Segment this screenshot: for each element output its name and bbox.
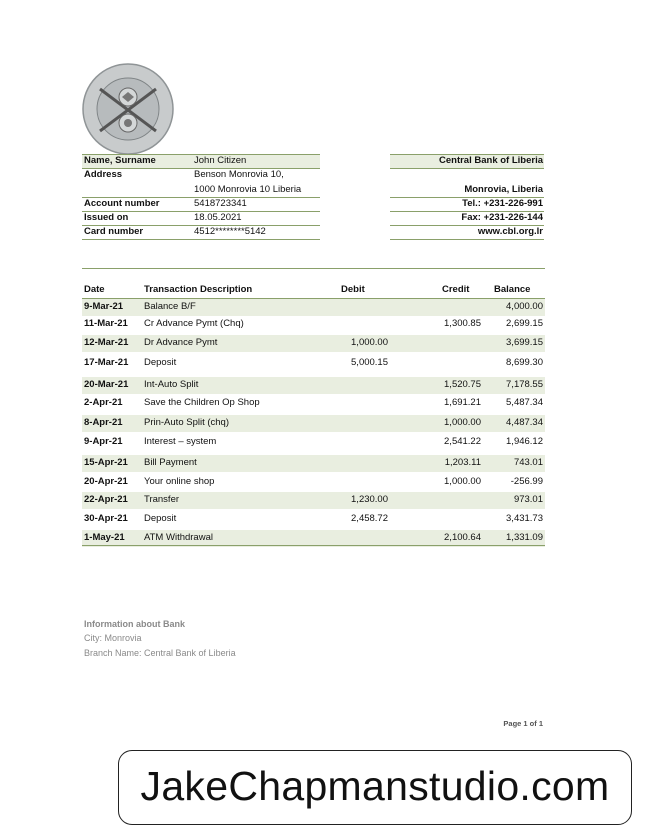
tx-credit — [420, 355, 481, 371]
tx-debit — [320, 377, 388, 393]
tx-balance: 7,178.55 — [506, 379, 543, 390]
tx-debit — [320, 395, 388, 411]
card-number: 4512********5142 — [194, 226, 266, 237]
tx-debit — [320, 474, 388, 490]
tx-debit — [320, 299, 388, 315]
tx-date: 8-Apr-21 — [84, 417, 123, 428]
address-line2: 1000 Monrovia 10 Liberia — [194, 184, 302, 195]
tx-credit: 1,000.00 — [444, 476, 481, 487]
tx-date: 30-Apr-21 — [84, 513, 128, 524]
tx-date: 12-Mar-21 — [84, 337, 129, 348]
tx-date: 17-Mar-21 — [84, 357, 129, 368]
tx-credit — [420, 511, 481, 527]
tx-balance: 5,487.34 — [506, 397, 543, 408]
page-number: Page 1 of 1 — [503, 719, 543, 728]
tx-credit: 1,520.75 — [444, 379, 481, 390]
info-city: City: Monrovia — [84, 633, 142, 643]
tx-balance: 3,431.73 — [506, 513, 543, 524]
customer-name: John Citizen — [194, 155, 247, 166]
tx-credit — [420, 335, 481, 351]
tx-date: 9-Mar-21 — [84, 301, 124, 312]
tx-debit — [320, 316, 388, 332]
tx-date: 2-Apr-21 — [84, 397, 123, 408]
tx-credit: 1,203.11 — [444, 457, 481, 468]
tx-debit: 5,000.15 — [351, 357, 388, 368]
header-debit: Debit — [341, 284, 365, 295]
tx-debit — [320, 530, 388, 546]
tx-balance: 1,331.09 — [506, 532, 543, 543]
tx-date: 20-Mar-21 — [84, 379, 129, 390]
tx-debit — [320, 415, 388, 431]
tx-credit: 2,100.64 — [444, 532, 481, 543]
tx-credit — [420, 492, 481, 508]
bank-name: Central Bank of Liberia — [439, 155, 543, 166]
tx-description: Int-Auto Split — [144, 379, 199, 390]
info-title: Information about Bank — [84, 619, 185, 629]
tx-credit — [420, 299, 481, 315]
tx-description: Save the Children Op Shop — [144, 397, 260, 408]
tx-description: Your online shop — [144, 476, 215, 487]
tx-debit: 1,000.00 — [351, 337, 388, 348]
tx-date: 20-Apr-21 — [84, 476, 128, 487]
tx-balance: 973.01 — [513, 494, 543, 505]
header-balance: Balance — [494, 284, 531, 295]
tx-balance: 4,000.00 — [506, 301, 543, 312]
tx-balance: 3,699.15 — [506, 337, 543, 348]
watermark-banner — [118, 750, 632, 825]
account-number: 5418723341 — [194, 198, 247, 209]
card-label: Card number — [84, 226, 144, 237]
tx-description: Balance B/F — [144, 301, 196, 312]
tx-balance: 743.01 — [513, 457, 543, 468]
bank-tel: Tel.: +231-226-991 — [462, 198, 543, 209]
header-date: Date — [84, 284, 105, 295]
tx-balance: 8,699.30 — [506, 357, 543, 368]
tx-balance: 2,699.15 — [506, 318, 543, 329]
tx-credit: 1,300.85 — [444, 318, 481, 329]
tx-description: ATM Withdrawal — [144, 532, 213, 543]
tx-description: Interest – system — [144, 436, 217, 447]
header-description: Transaction Description — [144, 284, 253, 295]
account-label: Account number — [84, 198, 160, 209]
tx-description: Deposit — [144, 513, 177, 524]
tx-description: Cr Advance Pymt (Chq) — [144, 318, 244, 329]
bank-website: www.cbl.org.lr — [477, 226, 543, 237]
tx-debit — [320, 455, 388, 471]
tx-balance: 4,487.34 — [506, 417, 543, 428]
tx-description: Prin-Auto Split (chq) — [144, 417, 230, 428]
tx-debit — [320, 434, 388, 450]
address-label: Address — [84, 169, 123, 180]
header-credit: Credit — [442, 284, 470, 295]
tx-balance: -256.99 — [510, 476, 543, 487]
tx-date: 1-May-21 — [84, 532, 125, 543]
tx-credit: 2,541.22 — [444, 436, 481, 447]
tx-description: Transfer — [144, 494, 180, 505]
address-line1: Benson Monrovia 10, — [194, 169, 284, 180]
tx-description: Dr Advance Pymt — [144, 337, 218, 348]
tx-date: 22-Apr-21 — [84, 494, 128, 505]
issued-date: 18.05.2021 — [194, 212, 242, 223]
name-label: Name, Surname — [84, 155, 156, 166]
tx-balance: 1,946.12 — [506, 436, 543, 447]
tx-date: 9-Apr-21 — [84, 436, 123, 447]
bank-city: Monrovia, Liberia — [464, 184, 543, 195]
issued-label: Issued on — [84, 212, 129, 223]
info-branch: Branch Name: Central Bank of Liberia — [84, 648, 236, 658]
tx-description: Bill Payment — [144, 457, 197, 468]
watermark-text: JakeChapmanstudio.com — [140, 763, 610, 809]
tx-description: Deposit — [144, 357, 177, 368]
bank-fax: Fax: +231-226-144 — [461, 212, 543, 223]
tx-date: 15-Apr-21 — [84, 457, 128, 468]
tx-debit: 1,230.00 — [351, 494, 388, 505]
tx-credit: 1,691.21 — [444, 397, 481, 408]
tx-debit: 2,458.72 — [351, 513, 388, 524]
bank-seal-logo — [82, 63, 174, 155]
tx-date: 11-Mar-21 — [84, 318, 128, 329]
tx-credit: 1,000.00 — [444, 417, 481, 428]
